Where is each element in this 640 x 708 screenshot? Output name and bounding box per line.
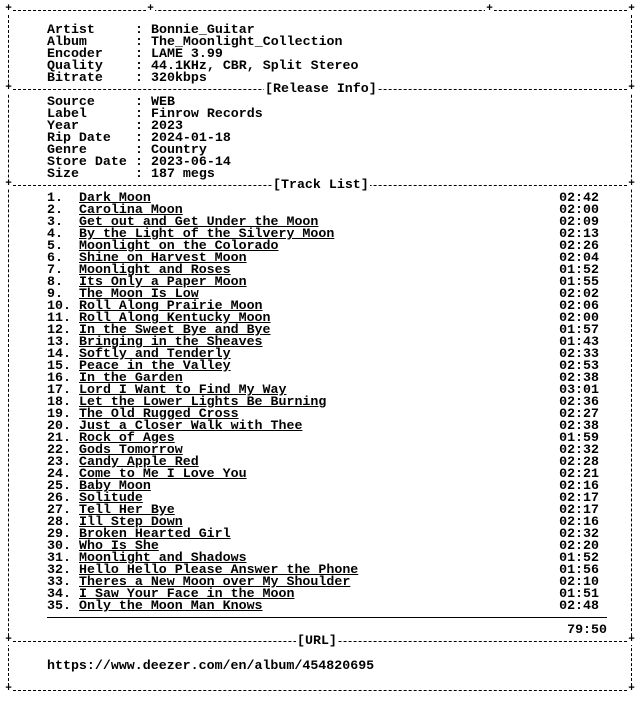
track-title: Peace_in_the_Valley bbox=[79, 358, 231, 373]
corner-plus-icon: + bbox=[5, 178, 12, 190]
corner-plus-icon: + bbox=[628, 683, 635, 695]
colon-separator: : bbox=[135, 130, 143, 145]
track-title: Rock_of_Ages bbox=[79, 430, 175, 445]
release-field-row bbox=[47, 168, 215, 180]
track-duration: 01:52 bbox=[559, 550, 599, 565]
track-number: 10. bbox=[47, 298, 71, 313]
header-field-label: Quality bbox=[47, 58, 103, 73]
track-number: 2. bbox=[47, 202, 63, 217]
album-url[interactable]: https://www.deezer.com/en/album/454820695 bbox=[47, 658, 375, 673]
header-field-value: Bonnie_Guitar bbox=[151, 22, 255, 37]
track-number: 16. bbox=[47, 370, 71, 385]
release-field-value: WEB bbox=[151, 94, 175, 109]
track-number: 32. bbox=[47, 562, 71, 577]
track-title: Moonlight_and_Shadows bbox=[79, 550, 247, 565]
track-duration: 01:51 bbox=[559, 586, 599, 601]
track-title: In_the_Sweet_Bye_and_Bye bbox=[79, 322, 271, 337]
colon-separator: : bbox=[135, 22, 143, 37]
corner-plus-icon: + bbox=[628, 634, 635, 646]
track-title: Hello_Hello_Please_Answer_the_Phone bbox=[79, 562, 359, 577]
release-field-value: 2023 bbox=[151, 118, 183, 133]
header-field-label: Encoder bbox=[47, 46, 103, 61]
track-title: Baby_Moon bbox=[79, 478, 151, 493]
track-duration: 02:42 bbox=[559, 190, 599, 205]
release-field-label: Source bbox=[47, 94, 95, 109]
track-title: Come_to_Me_I_Love_You bbox=[79, 466, 247, 481]
track-number: 5. bbox=[47, 238, 63, 253]
track-title: Roll_Along_Prairie_Moon bbox=[79, 298, 263, 313]
header-field-value: 320kbps bbox=[151, 70, 207, 85]
corner-plus-icon: + bbox=[5, 82, 12, 94]
track-duration: 02:00 bbox=[559, 310, 599, 325]
release-field-label: Year bbox=[47, 118, 79, 133]
track-number: 33. bbox=[47, 574, 71, 589]
track-title: In_the_Garden bbox=[79, 370, 183, 385]
corner-plus-icon: + bbox=[628, 3, 635, 15]
header-field-value: The_Moonlight_Collection bbox=[151, 34, 343, 49]
track-title: Carolina_Moon bbox=[79, 202, 183, 217]
track-title: Moonlight_and_Roses bbox=[79, 262, 231, 277]
track-number: 34. bbox=[47, 586, 71, 601]
corner-plus-icon: + bbox=[5, 683, 12, 695]
track-duration: 02:53 bbox=[559, 358, 599, 373]
header-field-label: Artist bbox=[47, 22, 95, 37]
track-duration: 01:56 bbox=[559, 562, 599, 577]
track-title: Broken_Hearted_Girl bbox=[79, 526, 231, 541]
release-field-value: 2024-01-18 bbox=[151, 130, 231, 145]
total-divider bbox=[47, 617, 607, 618]
url-title: [URL] bbox=[297, 633, 337, 648]
corner-plus-icon: + bbox=[5, 3, 12, 15]
track-number: 18. bbox=[47, 394, 71, 409]
track-title: Ill_Step_Down bbox=[79, 514, 183, 529]
colon-separator: : bbox=[135, 70, 143, 85]
track-duration: 02:28 bbox=[559, 454, 599, 469]
track-number: 12. bbox=[47, 322, 71, 337]
track-title: Just_a_Closer_Walk_with_Thee bbox=[79, 418, 303, 433]
track-number: 28. bbox=[47, 514, 71, 529]
track-title: Roll_Along_Kentucky_Moon bbox=[79, 310, 271, 325]
track-title: Shine_on_Harvest_Moon bbox=[79, 250, 247, 265]
track-duration: 02:38 bbox=[559, 418, 599, 433]
track-duration: 01:57 bbox=[559, 322, 599, 337]
track-number: 15. bbox=[47, 358, 71, 373]
track-number: 25. bbox=[47, 478, 71, 493]
colon-separator: : bbox=[135, 118, 143, 133]
header-field-value: 44.1KHz, CBR, Split Stereo bbox=[151, 58, 359, 73]
colon-separator: : bbox=[135, 154, 143, 169]
right-border bbox=[631, 10, 632, 691]
release-field-value: Country bbox=[151, 142, 207, 157]
track-number: 8. bbox=[47, 274, 63, 289]
track-title: Theres_a_New_Moon_over_My_Shoulder bbox=[79, 574, 351, 589]
track-duration: 02:00 bbox=[559, 202, 599, 217]
track-number: 31. bbox=[47, 550, 71, 565]
track-duration: 02:33 bbox=[559, 346, 599, 361]
track-duration: 02:16 bbox=[559, 514, 599, 529]
track-duration: 02:17 bbox=[559, 490, 599, 505]
bottom-border bbox=[8, 690, 632, 691]
track-duration: 02:20 bbox=[559, 538, 599, 553]
track-number: 14. bbox=[47, 346, 71, 361]
track-title: Tell_Her_Bye bbox=[79, 502, 175, 517]
track-number: 30. bbox=[47, 538, 71, 553]
colon-separator: : bbox=[135, 166, 143, 181]
track-number: 7. bbox=[47, 262, 63, 277]
track-duration: 02:10 bbox=[559, 574, 599, 589]
track-number: 9. bbox=[47, 286, 63, 301]
release-field-value: Finrow Records bbox=[151, 106, 263, 121]
track-number: 13. bbox=[47, 334, 71, 349]
track-duration: 02:16 bbox=[559, 478, 599, 493]
track-number: 26. bbox=[47, 490, 71, 505]
track-title: Solitude bbox=[79, 490, 143, 505]
colon-separator: : bbox=[135, 142, 143, 157]
track-duration: 02:02 bbox=[559, 286, 599, 301]
corner-plus-icon: + bbox=[628, 178, 635, 190]
track-duration: 02:17 bbox=[559, 502, 599, 517]
track-duration: 01:43 bbox=[559, 334, 599, 349]
release-field-label: Store Date bbox=[47, 154, 127, 169]
header-field-label: Bitrate bbox=[47, 70, 103, 85]
track-number: 29. bbox=[47, 526, 71, 541]
colon-separator: : bbox=[135, 34, 143, 49]
track-duration: 02:26 bbox=[559, 238, 599, 253]
track-duration: 02:09 bbox=[559, 214, 599, 229]
corner-plus-icon: + bbox=[147, 3, 154, 15]
header-field-value: LAME 3.99 bbox=[151, 46, 223, 61]
track-number: 6. bbox=[47, 250, 63, 265]
release-info-title: [Release Info] bbox=[265, 81, 377, 96]
colon-separator: : bbox=[135, 58, 143, 73]
track-duration: 03:01 bbox=[559, 382, 599, 397]
track-title: Bringing_in_the_Sheaves bbox=[79, 334, 263, 349]
track-title: Gods_Tomorrow bbox=[79, 442, 183, 457]
header-field-label: Album bbox=[47, 34, 87, 49]
track-number: 23. bbox=[47, 454, 71, 469]
track-number: 27. bbox=[47, 502, 71, 517]
track-title: Get_out_and_Get_Under_the_Moon bbox=[79, 214, 319, 229]
left-border bbox=[8, 10, 9, 691]
track-number: 22. bbox=[47, 442, 71, 457]
release-field-label: Rip Date bbox=[47, 130, 111, 145]
corner-plus-icon: + bbox=[486, 3, 493, 15]
track-list-title: [Track List] bbox=[273, 177, 369, 192]
track-duration: 02:48 bbox=[559, 598, 599, 613]
track-duration: 02:32 bbox=[559, 526, 599, 541]
track-duration: 02:36 bbox=[559, 394, 599, 409]
track-row bbox=[47, 600, 599, 612]
track-duration: 01:55 bbox=[559, 274, 599, 289]
track-number: 20. bbox=[47, 418, 71, 433]
track-number: 24. bbox=[47, 466, 71, 481]
release-field-label: Size bbox=[47, 166, 79, 181]
total-duration: 79:50 bbox=[567, 622, 607, 637]
track-number: 4. bbox=[47, 226, 63, 241]
track-number: 3. bbox=[47, 214, 63, 229]
track-title: Let_the_Lower_Lights_Be_Burning bbox=[79, 394, 327, 409]
track-title: By_the_Light_of_the_Silvery_Moon bbox=[79, 226, 335, 241]
track-title: I_Saw_Your_Face_in_the_Moon bbox=[79, 586, 295, 601]
track-number: 35. bbox=[47, 598, 71, 613]
track-duration: 02:38 bbox=[559, 370, 599, 385]
track-title: Candy_Apple_Red bbox=[79, 454, 199, 469]
release-field-value: 187 megs bbox=[151, 166, 215, 181]
track-duration: 01:52 bbox=[559, 262, 599, 277]
track-duration: 02:04 bbox=[559, 250, 599, 265]
release-field-label: Label bbox=[47, 106, 87, 121]
track-number: 11. bbox=[47, 310, 71, 325]
track-title: Dark_Moon bbox=[79, 190, 151, 205]
track-duration: 02:06 bbox=[559, 298, 599, 313]
track-number: 19. bbox=[47, 406, 71, 421]
track-number: 17. bbox=[47, 382, 71, 397]
track-duration: 02:27 bbox=[559, 406, 599, 421]
track-number: 1. bbox=[47, 190, 63, 205]
track-title: Who_Is_She bbox=[79, 538, 159, 553]
track-title: The_Old_Rugged_Cross bbox=[79, 406, 239, 421]
corner-plus-icon: + bbox=[5, 634, 12, 646]
track-number: 21. bbox=[47, 430, 71, 445]
corner-plus-icon: + bbox=[628, 82, 635, 94]
track-title: Softly_and_Tenderly bbox=[79, 346, 231, 361]
track-duration: 02:32 bbox=[559, 442, 599, 457]
track-title: Moonlight_on_the_Colorado bbox=[79, 238, 279, 253]
track-duration: 02:21 bbox=[559, 466, 599, 481]
track-title: Its_Only_a_Paper_Moon bbox=[79, 274, 247, 289]
track-title: Only_the_Moon_Man_Knows bbox=[79, 598, 263, 613]
track-duration: 02:13 bbox=[559, 226, 599, 241]
top-border bbox=[8, 10, 632, 11]
track-duration: 01:59 bbox=[559, 430, 599, 445]
release-field-label: Genre bbox=[47, 142, 87, 157]
colon-separator: : bbox=[135, 94, 143, 109]
track-title: The_Moon_Is_Low bbox=[79, 286, 199, 301]
colon-separator: : bbox=[135, 106, 143, 121]
colon-separator: : bbox=[135, 46, 143, 61]
header-field-row bbox=[47, 72, 207, 84]
release-field-value: 2023-06-14 bbox=[151, 154, 231, 169]
track-title: Lord_I_Want_to_Find_My_Way bbox=[79, 382, 287, 397]
